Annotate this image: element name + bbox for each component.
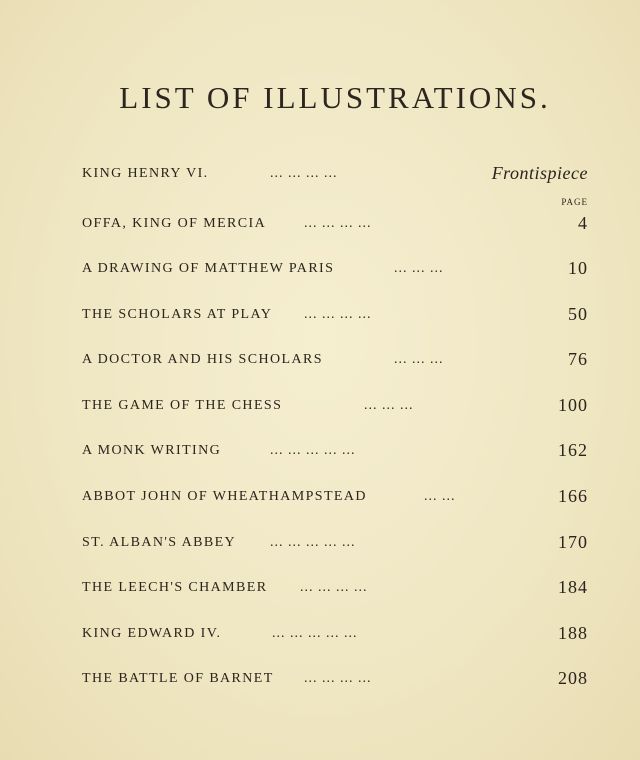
illustration-title: A DOCTOR AND HIS SCHOLARS (82, 352, 323, 367)
leader-dots: ... ... ... ... (270, 166, 338, 181)
page-number: 162 (558, 440, 588, 460)
leader-dots: ... ... ... ... (304, 216, 372, 231)
leader-dots: ... ... ... ... (300, 580, 368, 595)
illustration-entry (82, 206, 588, 234)
illustration-title: A MONK WRITING (82, 443, 222, 458)
page-number: 208 (558, 668, 588, 688)
page-number: 100 (558, 395, 588, 415)
illustration-title: THE SCHOLARS AT PLAY (82, 307, 273, 322)
leader-dots: ... ... ... (364, 398, 414, 413)
illustration-entry (82, 616, 588, 644)
illustration-entry (82, 570, 588, 598)
illustration-title: OFFA, KING OF MERCIA (82, 216, 267, 231)
illustration-title: THE BATTLE OF BARNET (82, 671, 274, 686)
page-number: 10 (568, 258, 588, 278)
illustration-entry (82, 433, 588, 461)
illustration-entry (82, 525, 588, 553)
leader-dots: ... ... ... (394, 261, 444, 276)
illustration-title: KING EDWARD IV. (82, 626, 222, 641)
illustration-title: ABBOT JOHN OF WHEATHAMPSTEAD (82, 489, 367, 504)
page-number: 170 (558, 532, 588, 552)
page-number: 166 (558, 486, 588, 506)
illustration-entry (82, 479, 588, 507)
illustration-title: THE GAME OF THE CHESS (82, 398, 283, 413)
illustration-entry (82, 251, 588, 279)
page-number: 76 (568, 349, 588, 369)
page-number: 4 (578, 213, 588, 233)
leader-dots: ... ... ... ... ... (270, 535, 356, 550)
illustration-entry (82, 661, 588, 689)
leader-dots: ... ... ... ... ... (270, 443, 356, 458)
illustration-title: THE LEECH'S CHAMBER (82, 580, 268, 595)
illustration-title: A DRAWING OF MATTHEW PARIS (82, 261, 335, 276)
leader-dots: ... ... (424, 489, 456, 504)
illustration-entry (82, 342, 588, 370)
illustration-entry (82, 156, 588, 184)
leader-dots: ... ... ... (394, 352, 444, 367)
illustration-entry (82, 388, 588, 416)
page-number: 188 (558, 623, 588, 643)
illustration-entry (82, 297, 588, 325)
page-number: 50 (568, 304, 588, 324)
leader-dots: ... ... ... ... (304, 307, 372, 322)
page-column-heading: PAGE (561, 197, 588, 207)
illustration-title: KING HENRY VI. (82, 166, 209, 181)
page-number: Frontispiece (491, 163, 588, 183)
leader-dots: ... ... ... ... (304, 671, 372, 686)
page-number: 184 (558, 577, 588, 597)
page-title: LIST OF ILLUSTRATIONS. (119, 80, 551, 115)
illustration-title: ST. ALBAN'S ABBEY (82, 535, 237, 550)
leader-dots: ... ... ... ... ... (272, 626, 358, 641)
